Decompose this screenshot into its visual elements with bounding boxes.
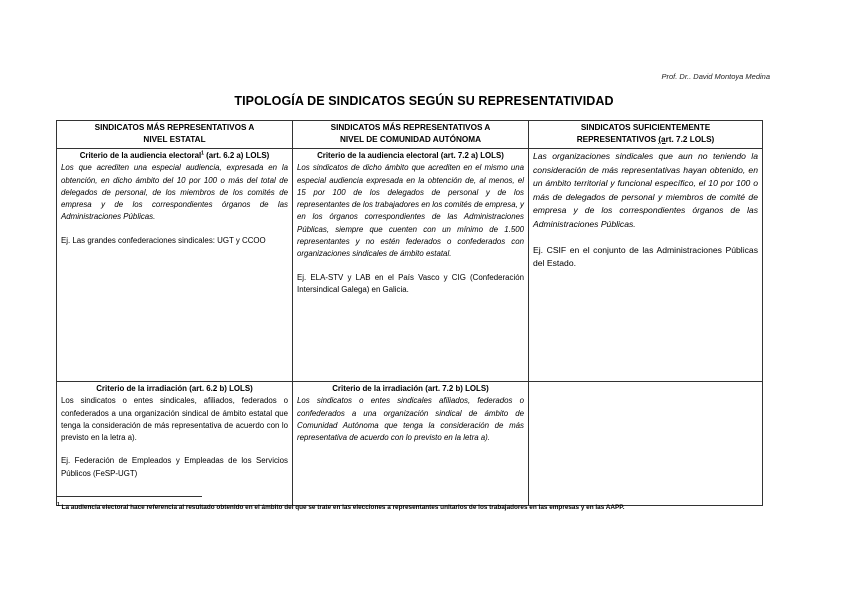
example-text: Ej. Federación de Empleados y Empleadas de los Servicios Públicos (FeSP-UGT) xyxy=(61,456,288,478)
column-header-line: REPRESENTATIVOS xyxy=(576,135,659,144)
footnote-divider xyxy=(57,496,202,497)
example-text: Ej. ELA-STV y LAB en el País Vasco y CIG (Confederación Intersindical Galega) en Galicia. xyxy=(297,272,524,294)
criterion-heading: Criterio de la audiencia electoral (art. 7.2 a) LOLS) xyxy=(317,151,504,160)
cell-state-irradiacion xyxy=(57,382,293,506)
footnote-mark: 1 xyxy=(57,501,60,508)
unions-table xyxy=(56,120,763,506)
footnote-text: La audiencia electoral hace referencia al resultado obtenido en el ámbito del que se trate en las elecciones a representantes unitarios de los trabajadores en las empresas y en las AAPP. xyxy=(59,504,625,511)
table-header-row xyxy=(57,121,763,149)
example-text: Ej. Las grandes confederaciones sindicales: UGT y CCOO xyxy=(61,235,266,245)
column-header-state xyxy=(57,121,293,149)
table-row-irradiacion xyxy=(57,382,763,506)
author-credit: Prof. Dr.. David Montoya Medina xyxy=(661,72,770,81)
column-header-line: rt. 7.2 LOLS) xyxy=(665,135,715,144)
cell-autonomous-audiencia xyxy=(293,149,529,382)
cell-sufficient-audiencia xyxy=(529,149,763,382)
criterion-text: Criterio de la audiencia electoral xyxy=(79,151,202,160)
column-header-line: SINDICATOS MÁS REPRESENTATIVOS A xyxy=(94,123,255,132)
cell-autonomous-irradiacion xyxy=(293,382,529,506)
cell-state-audiencia xyxy=(57,149,293,382)
criterion-heading: Criterio de la irradiación (art. 7.2 b) LOLS) xyxy=(332,384,489,393)
criterion-heading: Criterio de la irradiación (art. 6.2 b) LOLS) xyxy=(96,384,253,393)
page-title: TIPOLOGÍA DE SINDICATOS SEGÚN SU REPRESENTATIVIDAD xyxy=(234,94,614,108)
column-header-line: NIVEL ESTATAL xyxy=(143,135,206,144)
column-header-underlined: (a xyxy=(658,135,666,144)
footnote-ref[interactable]: 1 xyxy=(201,150,204,157)
example-text: Ej. CSIF en el conjunto de las Administraciones Públicas del Estado. xyxy=(533,244,758,269)
criterion-body: Las organizaciones sindicales que aun no teniendo la consideración de más representativas hayan obtenido, en un ámbito territorial y funcional específico, el 10 por 100 o más de delegados de personal y miembros de comité de empresa y de los correspondientes órganos de las Administraciones Públicas. xyxy=(533,151,758,229)
column-header-line: SINDICATOS SUFICIENTEMENTE xyxy=(580,123,711,132)
criterion-body: Los que acrediten una especial audiencia, expresada en la obtención, en dicho ámbito del 10 por 100 o más del total de delegados de personal, de los miembros de los comités de empresa y de los correspondientes órganos de las Administraciones Públicas. xyxy=(61,163,288,222)
criterion-body: Los sindicatos o entes sindicales afiliados, federados o confederados a una organización sindical de ámbito de Comunidad Autónoma que tenga la consideración de más representativa de acuerdo con lo previsto en la letra a). xyxy=(297,396,524,443)
table-row-audiencia xyxy=(57,149,763,382)
criterion-body: Los sindicatos de dicho ámbito que acrediten en el mismo una especial audiencia expresada en la obtención de, al menos, el 15 por 100 de los delegados de personal y de los representantes de los trabajadores en los comités de empresa, y en los órganos correspondientes de las Administraciones Públicas, siempre que cuenten con un mínimo de 1.500 representantes y no estén federados o confederados con organizaciones sindicales de ámbito estatal. xyxy=(297,163,524,259)
cell-sufficient-irradiacion-empty xyxy=(529,382,763,506)
criterion-heading xyxy=(61,150,288,162)
footnote xyxy=(57,503,792,514)
column-header-line: NIVEL DE COMUNIDAD AUTÓNOMA xyxy=(339,135,481,144)
column-header-autonomous xyxy=(293,121,529,149)
column-header-line: SINDICATOS MÁS REPRESENTATIVOS A xyxy=(330,123,491,132)
column-header-sufficient xyxy=(529,121,763,149)
criterion-text: (art. 6.2 a) LOLS) xyxy=(203,151,270,160)
criterion-body: Los sindicatos o entes sindicales, afiliados, federados o confederados a una organización sindical de ámbito estatal que tenga la consideración de más representativa de acuerdo con lo previsto en la letra a). xyxy=(61,396,288,443)
